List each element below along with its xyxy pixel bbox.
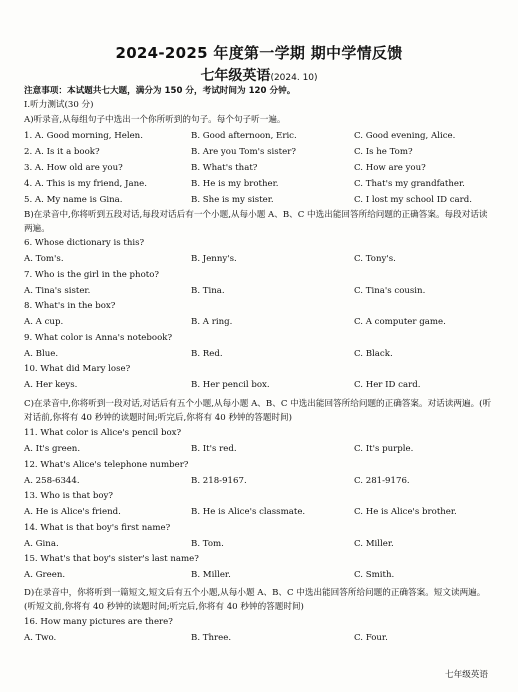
option-c: C. Four. xyxy=(354,633,388,643)
option-a: 2. A. Is it a book? xyxy=(24,147,100,157)
option-row xyxy=(0,444,518,456)
option-c: C. That's my grandfather. xyxy=(354,179,465,189)
option-c: C. Smith. xyxy=(354,570,395,580)
option-c: C. It's purple. xyxy=(354,444,414,454)
option-row xyxy=(0,147,518,159)
option-a: A. Green. xyxy=(24,570,66,580)
question: 6. Whose dictionary is this? xyxy=(24,238,145,248)
option-b: B. She is my sister. xyxy=(191,195,274,205)
option-a: A. 258-6344. xyxy=(24,475,80,486)
option-b: B. Are you Tom's sister? xyxy=(191,147,296,157)
option-a: A. Her keys. xyxy=(24,380,78,390)
option-a: A. He is Alice's friend. xyxy=(24,507,121,517)
option-row xyxy=(0,286,518,298)
option-b: B. Tina. xyxy=(191,285,225,296)
option-a: A. Blue. xyxy=(24,348,59,359)
option-row xyxy=(0,380,518,392)
option-b: B. What's that? xyxy=(191,163,258,173)
option-a: A. Tom's. xyxy=(24,254,64,264)
page-title: 2024-2025 年度第一学期 期中学情反馈 xyxy=(115,44,403,62)
option-a: 3. A. How old are you? xyxy=(24,163,123,173)
option-row xyxy=(0,570,518,582)
option-c: C. 281-9176. xyxy=(354,475,410,486)
option-b: B. Three. xyxy=(191,633,232,643)
question: 8. What's in the box? xyxy=(24,301,116,311)
option-c: C. Black. xyxy=(354,348,393,359)
part-d-instructions: D)在录音中，你将听到一篇短文,短文后有五个小题,从每小题 A、B、C 中选出能回答所给问题的正确答案。短文读两遍。(听短文前,你将有 40 秒钟的读题时间;听完后,你将有 40 秒钟的答题时间) xyxy=(24,588,486,612)
option-row xyxy=(0,317,518,329)
option-row xyxy=(0,254,518,266)
option-row xyxy=(0,476,518,488)
option-row xyxy=(0,349,518,361)
option-c: C. Is he Tom? xyxy=(354,147,413,157)
option-b: B. A ring. xyxy=(191,317,233,327)
question: 7. Who is the girl in the photo? xyxy=(24,269,160,280)
option-row xyxy=(0,633,518,645)
option-c: C. How are you? xyxy=(354,163,426,173)
option-b: B. Red. xyxy=(191,348,223,359)
option-row xyxy=(0,195,518,207)
option-row xyxy=(0,163,518,175)
option-c: C. Good evening, Alice. xyxy=(354,131,456,141)
option-b: B. Miller. xyxy=(191,570,231,580)
option-c: C. Tina's cousin. xyxy=(354,285,426,296)
option-c: C. A computer game. xyxy=(354,317,446,327)
option-c: C. I lost my school ID card. xyxy=(354,195,472,205)
option-a: A. It's green. xyxy=(24,444,81,454)
question: 16. How many pictures are there? xyxy=(24,617,173,627)
option-row xyxy=(0,179,518,191)
option-b: B. He is Alice's classmate. xyxy=(191,507,306,517)
option-c: C. Tony's. xyxy=(354,254,396,264)
option-a: A. Gina. xyxy=(24,538,59,549)
question: 9. What color is Anna's notebook? xyxy=(24,332,173,343)
option-b: B. 218-9167. xyxy=(191,475,247,486)
option-b: B. Tom. xyxy=(191,538,224,549)
option-a: A. Tina's sister. xyxy=(24,285,91,296)
subtitle-date: (2024. 10) xyxy=(270,73,318,83)
section-title: Ⅰ.听力测试(30 分) xyxy=(24,100,94,110)
notice: 注意事项：本试题共七大题，满分为 150 分，考试时间为 120 分钟。 xyxy=(24,86,296,96)
option-row xyxy=(0,539,518,551)
option-b: B. Good afternoon, Eric. xyxy=(191,131,297,141)
option-c: C. Her ID card. xyxy=(354,380,421,390)
subtitle-text: 七年级英语 xyxy=(200,68,271,84)
option-a: 4. A. This is my friend, Jane. xyxy=(24,179,147,189)
page-subtitle xyxy=(0,65,518,85)
option-row xyxy=(0,507,518,519)
option-b: B. It's red. xyxy=(191,444,237,454)
footer: 七年级英语 xyxy=(445,670,488,680)
part-a-instructions: A)听录音,从每组句子中选出一个你所听到的句子。每个句子听一遍。 xyxy=(24,115,286,125)
option-b: B. He is my brother. xyxy=(191,179,279,189)
option-a: 1. A. Good morning, Helen. xyxy=(24,131,143,141)
option-a: 5. A. My name is Gina. xyxy=(24,195,123,205)
question: 15. What's that boy's sister's last name? xyxy=(24,554,199,564)
option-a: A. Two. xyxy=(24,633,57,643)
question: 10. What did Mary lose? xyxy=(24,364,131,374)
option-c: C. He is Alice's brother. xyxy=(354,507,457,517)
option-b: B. Her pencil box. xyxy=(191,380,270,390)
option-a: A. A cup. xyxy=(24,317,64,327)
question: 12. What's Alice's telephone number? xyxy=(24,459,189,470)
question: 13. Who is that boy? xyxy=(24,491,113,501)
question: 14. What is that boy's first name? xyxy=(24,522,171,533)
question: 11. What color is Alice's pencil box? xyxy=(24,428,182,438)
option-b: B. Jenny's. xyxy=(191,254,237,264)
option-c: C. Miller. xyxy=(354,538,394,549)
part-c-instructions: C)在录音中,你将听到一段对话,对话后有五个小题,从每小题 A、B、C 中选出能回答所给问题的正确答案。对话读两遍。(听对话前,你将有 40 秒钟的读题时间;听完后,你将有 40 秒钟的答题时间) xyxy=(24,399,492,423)
option-row xyxy=(0,131,518,143)
part-b-instructions: B)在录音中,你将听到五段对话,每段对话后有一个小题,从每小题 A、B、C 中选出能回答所给问题的正确答案。每段对话读两遍。 xyxy=(24,210,488,234)
